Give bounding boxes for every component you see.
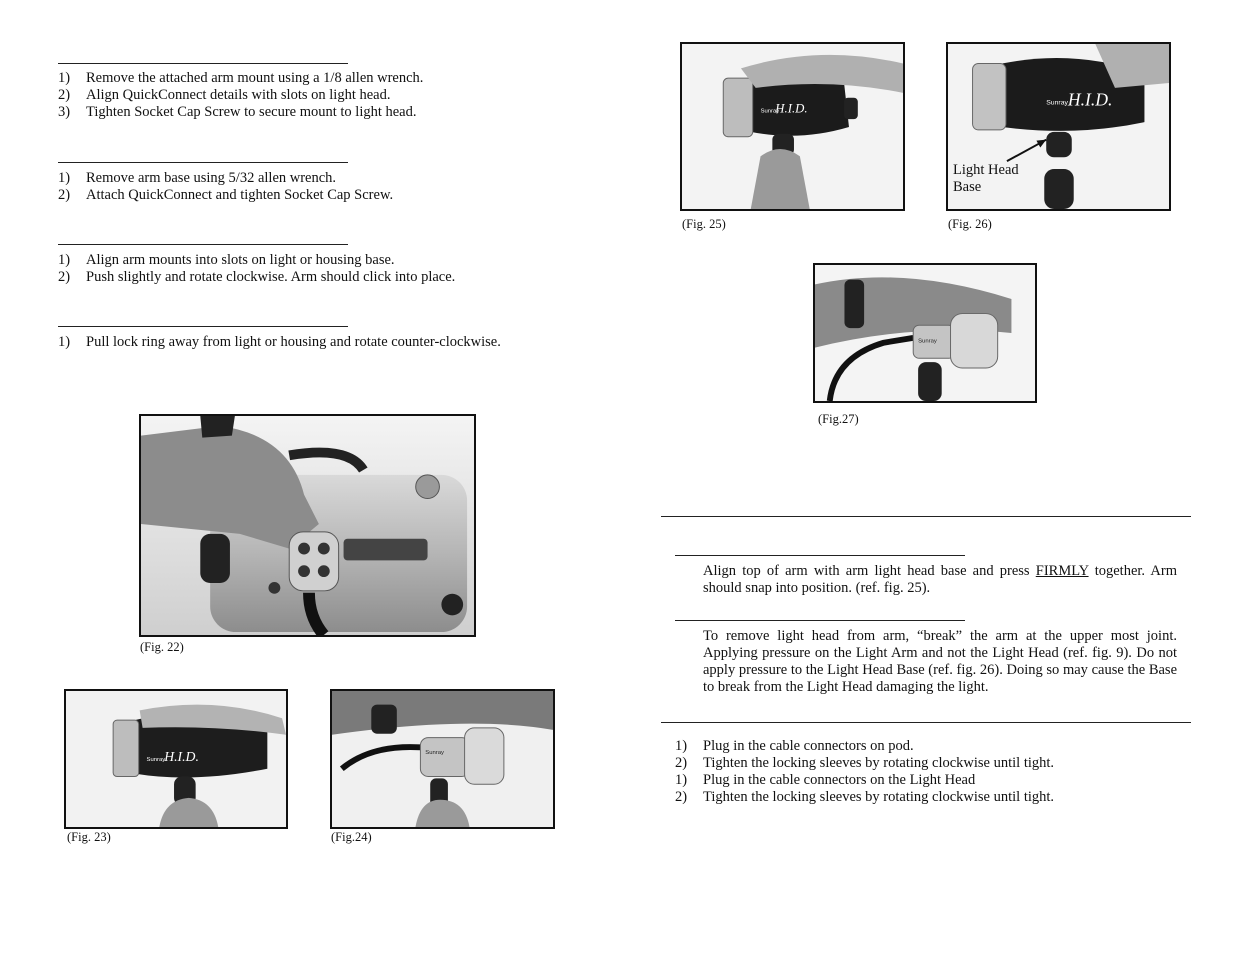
list-item: 2) Push slightly and rotate clockwise. Arm should click into place. bbox=[58, 269, 456, 285]
brand-logo: Sunray bbox=[760, 108, 780, 115]
light-head-attach-illustration bbox=[682, 44, 903, 209]
figure-25-photo bbox=[680, 42, 905, 211]
figure-25-caption: (Fig. 25) bbox=[682, 217, 726, 231]
list-item: 1) Plug in the cable connectors on pod. bbox=[675, 738, 914, 754]
figure-27-caption: (Fig.27) bbox=[818, 412, 859, 426]
list-item: 2) Align QuickConnect details with slots on light head. bbox=[58, 87, 391, 103]
light-head-cable-illustration bbox=[815, 265, 1035, 401]
section-rule-1 bbox=[58, 63, 348, 64]
figure-23-caption: (Fig. 23) bbox=[67, 830, 111, 844]
section-rule-5 bbox=[661, 516, 1191, 517]
attach-light-head-paragraph: Align top of arm with arm light head base and press FIRMLY together. Arm should snap into position. (ref. fig. 25). bbox=[703, 563, 1177, 596]
list-item: 1) Align arm mounts into slots on light or housing base. bbox=[58, 252, 395, 268]
list-item: 2) Tighten the locking sleeves by rotating clockwise until tight. bbox=[675, 755, 1055, 771]
model-logo: H.I.D. bbox=[164, 749, 199, 764]
section-rule-2 bbox=[58, 162, 348, 163]
light-head-arm-illustration bbox=[332, 691, 553, 827]
figure-24-photo bbox=[330, 689, 555, 829]
light-head-illustration bbox=[66, 691, 286, 827]
instruction-list-4 bbox=[58, 334, 501, 351]
list-item: 1) Remove arm base using 5/32 allen wrench. bbox=[58, 170, 337, 186]
list-item: 1) Pull lock ring away from light or housing and rotate counter-clockwise. bbox=[58, 334, 501, 350]
instruction-list-1 bbox=[58, 70, 423, 121]
figure-27-photo bbox=[813, 263, 1037, 403]
housing-illustration bbox=[141, 416, 474, 635]
brand-logo: Sunray bbox=[146, 756, 166, 763]
remove-light-head-paragraph: To remove light head from arm, “break” the arm at the upper most joint. Applying pressure on the Light Arm and not the Light Head (ref. fig. 9). Do not apply pressure to the Light Head Base (ref. fig. 26). Doing so may cause the Base to break from the Light Head damaging the light. bbox=[703, 628, 1177, 695]
section-rule-3 bbox=[58, 244, 348, 245]
instruction-list-2 bbox=[58, 170, 393, 204]
section-rule-6 bbox=[675, 555, 965, 556]
cable-instruction-list bbox=[675, 738, 1054, 806]
list-item: 2) Attach QuickConnect and tighten Socket Cap Screw. bbox=[58, 187, 394, 203]
section-rule-7 bbox=[675, 620, 965, 621]
brand-logo: Sunray bbox=[918, 338, 937, 345]
list-item: 3) Tighten Socket Cap Screw to secure mount to light head. bbox=[58, 104, 417, 120]
figure-23-photo bbox=[64, 689, 288, 829]
light-head-base-label: Light Head Base bbox=[953, 162, 1019, 195]
model-logo: H.I.D. bbox=[775, 101, 808, 116]
brand-logo: Sunray bbox=[425, 750, 444, 757]
list-item: 1) Remove the attached arm mount using a 1/8 allen wrench. bbox=[58, 70, 424, 86]
figure-24-caption: (Fig.24) bbox=[331, 830, 372, 844]
brand-logo: Sunray bbox=[1046, 99, 1068, 107]
figure-22-caption: (Fig. 22) bbox=[140, 640, 184, 654]
instruction-list-3 bbox=[58, 252, 455, 286]
list-item: 1) Plug in the cable connectors on the Light Head bbox=[675, 772, 976, 788]
figure-26-caption: (Fig. 26) bbox=[948, 217, 992, 231]
section-rule-4 bbox=[58, 326, 348, 327]
figure-22-photo bbox=[139, 414, 476, 637]
model-logo: H.I.D. bbox=[1067, 89, 1113, 110]
list-item: 2) Tighten the locking sleeves by rotating clockwise until tight. bbox=[675, 789, 1055, 805]
firmly-emphasis: FIRMLY bbox=[1035, 563, 1089, 579]
section-rule-8 bbox=[661, 722, 1191, 723]
